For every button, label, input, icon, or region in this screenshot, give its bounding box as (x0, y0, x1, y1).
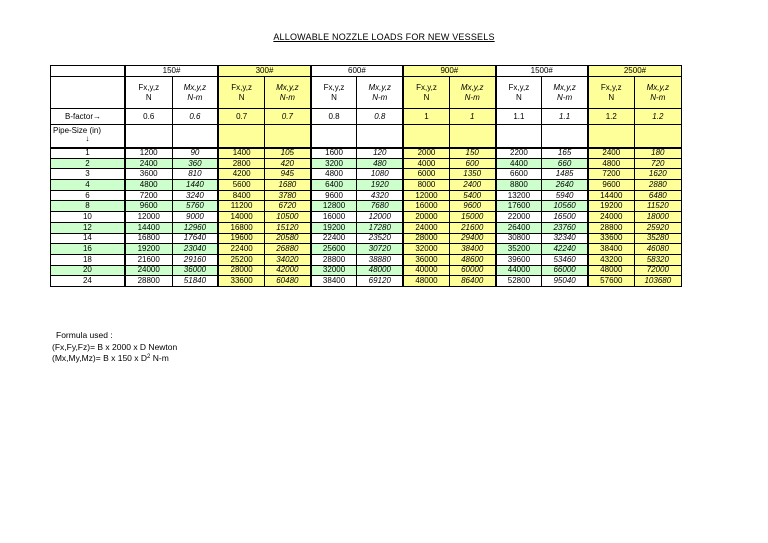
bfactor-value: 1 (449, 109, 495, 125)
column-symbol: Fx,y,z (508, 82, 530, 92)
force-value-cell: 44000 (496, 265, 542, 276)
force-value-cell: 6000 (403, 169, 449, 180)
class-header: 1500# (496, 66, 588, 77)
moment-value-cell: 120 (357, 148, 403, 159)
moment-value-cell: 69120 (357, 276, 403, 287)
moment-column-header (357, 77, 403, 109)
column-symbol: Mx,y,z (276, 82, 299, 92)
force-value-cell: 32000 (403, 244, 449, 255)
force-value-cell: 24000 (588, 212, 634, 223)
moment-value-cell: 15000 (449, 212, 495, 223)
pipe-size-row (51, 125, 682, 148)
force-column-header (125, 77, 172, 109)
column-unit: N (423, 92, 430, 102)
moment-value-cell: 38880 (357, 254, 403, 265)
page-title: ALLOWABLE NOZZLE LOADS FOR NEW VESSELS (273, 32, 495, 42)
moment-value-cell: 29400 (449, 233, 495, 244)
moment-value-cell: 17280 (357, 222, 403, 233)
pipe-size-cell: 12 (51, 222, 125, 233)
force-value-cell: 5600 (218, 180, 264, 191)
force-value-cell: 9600 (311, 190, 357, 201)
class-header-row (51, 66, 682, 77)
force-value-cell: 19600 (218, 233, 264, 244)
moment-value-cell: 1440 (172, 180, 218, 191)
pipe-size-label-cell (51, 125, 125, 148)
force-value-cell: 14400 (588, 190, 634, 201)
bfactor-value: 0.7 (264, 109, 310, 125)
table-row (51, 276, 682, 287)
force-column-header (496, 77, 542, 109)
force-value-cell: 16000 (403, 201, 449, 212)
moment-value-cell: 10560 (542, 201, 588, 212)
force-value-cell: 2200 (496, 148, 542, 159)
moment-column-header (449, 77, 495, 109)
moment-value-cell: 26880 (264, 244, 310, 255)
force-value-cell: 6600 (496, 169, 542, 180)
pipe-size-cell: 10 (51, 212, 125, 223)
moment-value-cell: 48600 (449, 254, 495, 265)
column-unit: N (516, 92, 522, 102)
force-value-cell: 2400 (125, 158, 172, 169)
pipe-size-cell: 4 (51, 180, 125, 191)
bfactor-value: 1.1 (542, 109, 588, 125)
moment-value-cell: 23520 (357, 233, 403, 244)
down-arrow-icon: ↓ (85, 134, 90, 143)
moment-value-cell: 6720 (264, 201, 310, 212)
moment-value-cell: 1920 (357, 180, 403, 191)
moment-value-cell: 60000 (449, 265, 495, 276)
column-unit: N-m (187, 92, 203, 102)
pipe-size-cell: 20 (51, 265, 125, 276)
column-header-row (51, 77, 682, 109)
force-value-cell: 19200 (311, 222, 357, 233)
moment-value-cell: 95040 (542, 276, 588, 287)
force-value-cell: 14000 (218, 212, 264, 223)
force-value-cell: 4200 (218, 169, 264, 180)
force-value-cell: 2400 (588, 148, 634, 159)
moment-value-cell: 1620 (634, 169, 681, 180)
nozzle-loads-table (50, 65, 682, 287)
force-value-cell: 7200 (588, 169, 634, 180)
moment-value-cell: 5400 (449, 190, 495, 201)
column-unit: N (608, 92, 615, 102)
column-symbol: Mx,y,z (553, 82, 576, 92)
moment-value-cell: 150 (449, 148, 495, 159)
moment-value-cell: 86400 (449, 276, 495, 287)
moment-value-cell: 23760 (542, 222, 588, 233)
column-unit: N-m (464, 92, 480, 102)
moment-value-cell: 46080 (634, 244, 681, 255)
pipe-size-label: Pipe-Size (in) (53, 126, 102, 135)
pipe-size-cell: 18 (51, 254, 125, 265)
force-value-cell: 2800 (218, 158, 264, 169)
force-value-cell: 32000 (311, 265, 357, 276)
force-value-cell: 4800 (588, 158, 634, 169)
moment-value-cell: 20580 (264, 233, 310, 244)
empty-cell (357, 125, 403, 148)
moment-value-cell: 35280 (634, 233, 681, 244)
bfactor-value: 1.1 (496, 109, 542, 125)
column-unit: N (331, 92, 337, 102)
empty-cell (634, 125, 681, 148)
moment-value-cell: 180 (634, 148, 681, 159)
column-symbol: Fx,y,z (231, 82, 252, 92)
moment-value-cell: 23040 (172, 244, 218, 255)
moment-value-cell: 2400 (449, 180, 495, 191)
moment-column-header (542, 77, 588, 109)
moment-value-cell: 25920 (634, 222, 681, 233)
force-value-cell: 7200 (125, 190, 172, 201)
force-value-cell: 35200 (496, 244, 542, 255)
column-symbol: Fx,y,z (138, 82, 160, 92)
force-value-cell: 36000 (403, 254, 449, 265)
force-value-cell: 12000 (125, 212, 172, 223)
column-symbol: Fx,y,z (323, 82, 345, 92)
blank-cell (51, 77, 125, 109)
force-value-cell: 1600 (311, 148, 357, 159)
force-value-cell: 2000 (403, 148, 449, 159)
moment-value-cell: 42240 (542, 244, 588, 255)
force-value-cell: 17600 (496, 201, 542, 212)
bfactor-value: 0.8 (357, 109, 403, 125)
table-row (51, 244, 682, 255)
formula-heading: Formula used : (56, 330, 113, 340)
moment-value-cell: 5760 (172, 201, 218, 212)
pipe-size-cell: 2 (51, 158, 125, 169)
force-value-cell: 33600 (218, 276, 264, 287)
force-value-cell: 16800 (218, 222, 264, 233)
bfactor-value: 0.6 (125, 109, 172, 125)
moment-value-cell: 1080 (357, 169, 403, 180)
moment-value-cell: 9000 (172, 212, 218, 223)
moment-value-cell: 12000 (357, 212, 403, 223)
class-header: 150# (125, 66, 218, 77)
moment-value-cell: 7680 (357, 201, 403, 212)
moment-column-header (172, 77, 218, 109)
force-value-cell: 12000 (403, 190, 449, 201)
force-value-cell: 22400 (218, 244, 264, 255)
bfactor-label: B-factor (65, 111, 94, 121)
table-row (51, 190, 682, 201)
column-symbol: Mx,y,z (646, 82, 670, 92)
moment-value-cell: 72000 (634, 265, 681, 276)
moment-value-cell: 720 (634, 158, 681, 169)
moment-value-cell: 2640 (542, 180, 588, 191)
moment-value-cell: 15120 (264, 222, 310, 233)
moment-value-cell: 11520 (634, 201, 681, 212)
column-symbol: Fx,y,z (416, 82, 437, 92)
force-formula: (Fx,Fy,Fz)= B x 2000 x D Newton (52, 341, 178, 352)
empty-cell (264, 125, 310, 148)
force-value-cell: 8800 (496, 180, 542, 191)
class-header: 600# (311, 66, 403, 77)
force-value-cell: 26400 (496, 222, 542, 233)
force-value-cell: 24000 (403, 222, 449, 233)
bfactor-value: 0.7 (218, 109, 264, 125)
pipe-size-cell: 8 (51, 201, 125, 212)
empty-cell (403, 125, 449, 148)
force-value-cell: 30800 (496, 233, 542, 244)
empty-cell (496, 125, 542, 148)
moment-value-cell: 1680 (264, 180, 310, 191)
table-row (51, 222, 682, 233)
force-value-cell: 38400 (588, 244, 634, 255)
column-unit: N (145, 92, 152, 102)
force-value-cell: 22400 (311, 233, 357, 244)
pipe-size-cell: 14 (51, 233, 125, 244)
moment-value-cell: 36000 (172, 265, 218, 276)
table-row (51, 201, 682, 212)
force-value-cell: 8000 (403, 180, 449, 191)
column-symbol: Mx,y,z (368, 82, 392, 92)
column-symbol: Mx,y,z (183, 82, 207, 92)
force-value-cell: 19200 (588, 201, 634, 212)
force-column-header (403, 77, 449, 109)
table-row (51, 254, 682, 265)
force-value-cell: 16000 (311, 212, 357, 223)
force-value-cell: 8400 (218, 190, 264, 201)
moment-formula-unit: N-m (150, 353, 169, 363)
force-value-cell: 4800 (311, 169, 357, 180)
force-value-cell: 12800 (311, 201, 357, 212)
force-value-cell: 43200 (588, 254, 634, 265)
force-value-cell: 57600 (588, 276, 634, 287)
pipe-size-cell: 1 (51, 148, 125, 159)
force-value-cell: 25200 (218, 254, 264, 265)
bfactor-label-cell (51, 109, 125, 125)
moment-value-cell: 3780 (264, 190, 310, 201)
force-value-cell: 9600 (588, 180, 634, 191)
column-unit: N-m (372, 92, 388, 102)
moment-column-header (264, 77, 310, 109)
empty-cell (588, 125, 634, 148)
bfactor-value: 1 (403, 109, 449, 125)
table-row (51, 158, 682, 169)
moment-value-cell: 360 (172, 158, 218, 169)
force-value-cell: 39600 (496, 254, 542, 265)
moment-value-cell: 53460 (542, 254, 588, 265)
moment-value-cell: 60480 (264, 276, 310, 287)
moment-value-cell: 660 (542, 158, 588, 169)
moment-value-cell: 6480 (634, 190, 681, 201)
force-value-cell: 28800 (311, 254, 357, 265)
moment-value-cell: 30720 (357, 244, 403, 255)
moment-value-cell: 945 (264, 169, 310, 180)
column-unit: N-m (557, 92, 573, 102)
force-value-cell: 52800 (496, 276, 542, 287)
column-unit: N-m (650, 92, 666, 102)
moment-value-cell: 18000 (634, 212, 681, 223)
moment-value-cell: 32340 (542, 233, 588, 244)
force-value-cell: 3200 (311, 158, 357, 169)
force-value-cell: 4000 (403, 158, 449, 169)
force-value-cell: 25600 (311, 244, 357, 255)
force-value-cell: 16800 (125, 233, 172, 244)
moment-column-header (634, 77, 681, 109)
force-value-cell: 19200 (125, 244, 172, 255)
moment-formula-exponent: 2 (147, 354, 151, 360)
force-value-cell: 48000 (588, 265, 634, 276)
moment-value-cell: 51840 (172, 276, 218, 287)
column-symbol: Mx,y,z (460, 82, 484, 92)
force-value-cell: 20000 (403, 212, 449, 223)
force-value-cell: 4400 (496, 158, 542, 169)
moment-value-cell: 90 (172, 148, 218, 159)
force-value-cell: 1400 (218, 148, 264, 159)
pipe-size-cell: 3 (51, 169, 125, 180)
moment-value-cell: 21600 (449, 222, 495, 233)
force-value-cell: 28800 (588, 222, 634, 233)
pipe-size-cell: 24 (51, 276, 125, 287)
pipe-size-cell: 16 (51, 244, 125, 255)
force-value-cell: 33600 (588, 233, 634, 244)
force-value-cell: 40000 (403, 265, 449, 276)
force-value-cell: 13200 (496, 190, 542, 201)
moment-value-cell: 66000 (542, 265, 588, 276)
bfactor-row (51, 109, 682, 125)
moment-value-cell: 480 (357, 158, 403, 169)
moment-value-cell: 165 (542, 148, 588, 159)
moment-value-cell: 17640 (172, 233, 218, 244)
moment-value-cell: 58320 (634, 254, 681, 265)
table-row (51, 169, 682, 180)
empty-cell (218, 125, 264, 148)
bfactor-value: 1.2 (588, 109, 634, 125)
column-unit: N (238, 92, 245, 102)
bfactor-value: 0.6 (172, 109, 218, 125)
moment-formula-prefix: (Mx,My,Mz)= B x 150 x D (52, 353, 148, 363)
force-column-header (588, 77, 634, 109)
pipe-size-cell: 6 (51, 190, 125, 201)
moment-value-cell: 3240 (172, 190, 218, 201)
moment-value-cell: 1350 (449, 169, 495, 180)
moment-value-cell: 10500 (264, 212, 310, 223)
table-row (51, 180, 682, 191)
moment-value-cell: 9600 (449, 201, 495, 212)
moment-value-cell: 5940 (542, 190, 588, 201)
right-arrow-icon: → (93, 111, 102, 121)
empty-cell (311, 125, 357, 148)
moment-formula (52, 353, 177, 365)
force-value-cell: 4800 (125, 180, 172, 191)
moment-value-cell: 38400 (449, 244, 495, 255)
force-value-cell: 14400 (125, 222, 172, 233)
class-header: 300# (218, 66, 310, 77)
force-value-cell: 6400 (311, 180, 357, 191)
bfactor-value: 0.8 (311, 109, 357, 125)
moment-value-cell: 810 (172, 169, 218, 180)
moment-value-cell: 4320 (357, 190, 403, 201)
table-row (51, 148, 682, 159)
force-value-cell: 11200 (218, 201, 264, 212)
corner-cell (51, 66, 125, 77)
empty-cell (172, 125, 218, 148)
empty-cell (125, 125, 172, 148)
table-row (51, 212, 682, 223)
moment-value-cell: 29160 (172, 254, 218, 265)
column-symbol: Fx,y,z (600, 82, 622, 92)
moment-value-cell: 12960 (172, 222, 218, 233)
empty-cell (449, 125, 495, 148)
table-row (51, 233, 682, 244)
force-value-cell: 28800 (125, 276, 172, 287)
moment-value-cell: 42000 (264, 265, 310, 276)
moment-value-cell: 48000 (357, 265, 403, 276)
moment-value-cell: 105 (264, 148, 310, 159)
moment-value-cell: 103680 (634, 276, 681, 287)
force-value-cell: 1200 (125, 148, 172, 159)
force-value-cell: 21600 (125, 254, 172, 265)
table-row (51, 265, 682, 276)
empty-cell (542, 125, 588, 148)
moment-value-cell: 34020 (264, 254, 310, 265)
force-value-cell: 38400 (311, 276, 357, 287)
moment-value-cell: 16500 (542, 212, 588, 223)
column-unit: N-m (279, 92, 295, 102)
class-header: 2500# (588, 66, 682, 77)
force-column-header (311, 77, 357, 109)
bfactor-value: 1.2 (634, 109, 681, 125)
moment-value-cell: 1485 (542, 169, 588, 180)
moment-value-cell: 2880 (634, 180, 681, 191)
force-value-cell: 22000 (496, 212, 542, 223)
force-value-cell: 3600 (125, 169, 172, 180)
class-header: 900# (403, 66, 495, 77)
moment-value-cell: 420 (264, 158, 310, 169)
moment-value-cell: 600 (449, 158, 495, 169)
formula-notes (52, 330, 177, 365)
force-column-header (218, 77, 264, 109)
force-value-cell: 24000 (125, 265, 172, 276)
force-value-cell: 28000 (218, 265, 264, 276)
force-value-cell: 28000 (403, 233, 449, 244)
force-value-cell: 9600 (125, 201, 172, 212)
force-value-cell: 48000 (403, 276, 449, 287)
